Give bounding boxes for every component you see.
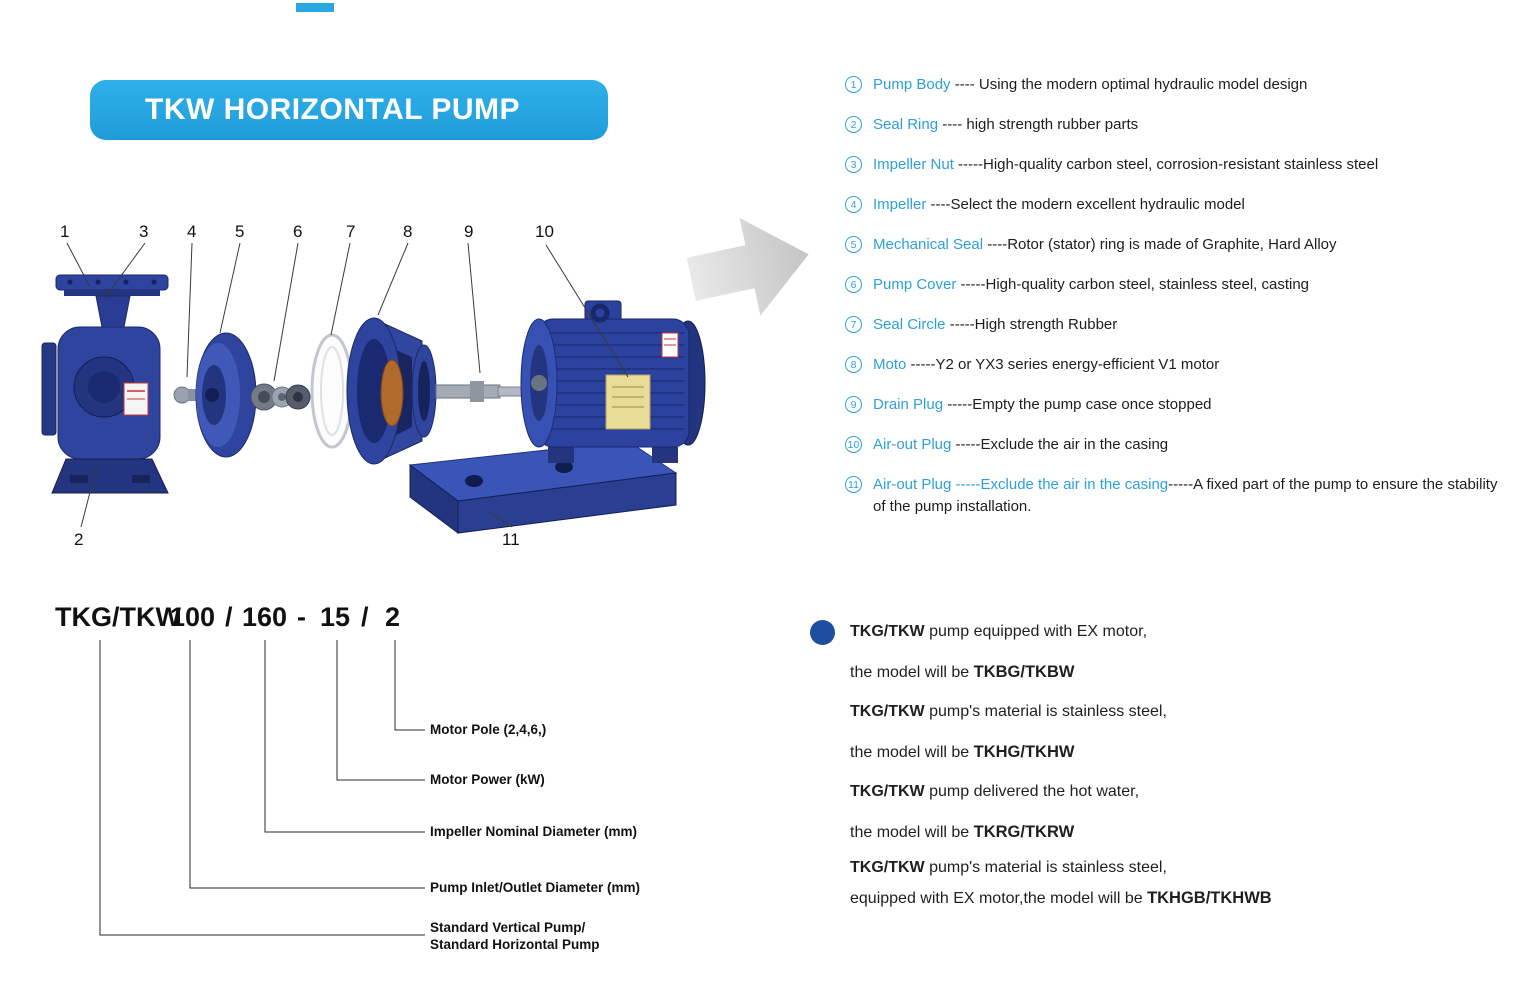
note-text: the model will be — [850, 664, 974, 681]
model-separator: / — [361, 602, 369, 632]
part-desc-highlight: -----Exclude the air in the casing — [951, 476, 1169, 493]
callout-number: 6 — [293, 222, 303, 241]
model-segment-inlet: 100 — [170, 602, 216, 632]
model-segment-pole: 2 — [385, 602, 401, 632]
note-result-model: TKBG/TKBW — [973, 663, 1075, 681]
circled-number: 1 — [845, 76, 862, 93]
part-name: Air-out Plug — [873, 476, 952, 493]
part-name: Impeller — [873, 196, 927, 213]
circled-number: 5 — [845, 236, 862, 253]
part-desc: ----Select the modern excellent hydraulic model — [926, 196, 1245, 213]
callout-number: 9 — [464, 222, 474, 241]
note-model: TKG/TKW — [850, 859, 925, 876]
part-item-2 — [845, 114, 1507, 136]
model-segment-power: 15 — [320, 602, 351, 632]
callout-number: 2 — [74, 530, 84, 549]
callout-number: 10 — [535, 222, 554, 241]
circled-number: 2 — [845, 116, 862, 133]
part-desc: -----High-quality carbon steel, corrosion-resistant stainless steel — [953, 156, 1379, 173]
parts-list — [845, 74, 1507, 536]
seal-ring — [312, 335, 352, 447]
note-text: pump delivered the hot water, — [924, 783, 1140, 800]
part-name: Impeller Nut — [873, 156, 954, 173]
label-motor-power: Motor Power (kW) — [430, 772, 545, 787]
model-separator: - — [297, 602, 306, 632]
note-line — [850, 883, 1450, 914]
label-inlet-outlet: Pump Inlet/Outlet Diameter (mm) — [430, 880, 641, 895]
callout-number: 5 — [235, 222, 245, 241]
label-standard-line2: Standard Horizontal Pump — [430, 937, 600, 952]
note-text: the model will be — [850, 824, 974, 841]
part-desc: ---- Using the modern optimal hydraulic model design — [950, 76, 1308, 93]
part-item-9 — [845, 394, 1507, 416]
part-name: Drain Plug — [873, 396, 944, 413]
circled-number: 8 — [845, 356, 862, 373]
part-desc: -----Exclude the air in the casing — [951, 436, 1169, 453]
part-name: Mechanical Seal — [873, 236, 984, 253]
note-text: the model will be — [850, 744, 974, 761]
note-result-model: TKRG/TKRW — [973, 823, 1075, 841]
part-desc: -----Y2 or YX3 series energy-efficient V1 motor — [906, 356, 1220, 373]
notes-section — [850, 612, 1450, 914]
page-title: TKW HORIZONTAL PUMP — [145, 93, 521, 126]
part-item-8 — [845, 354, 1507, 376]
circled-number: 9 — [845, 396, 862, 413]
circled-number: 3 — [845, 156, 862, 173]
part-item-11 — [845, 474, 1507, 518]
note-text: pump's material is stainless steel, — [924, 859, 1167, 876]
label-impeller-diameter: Impeller Nominal Diameter (mm) — [430, 824, 638, 839]
top-accent-mark — [296, 3, 334, 12]
part-desc: -----High strength Rubber — [945, 316, 1118, 333]
note-text: pump's material is stainless steel, — [924, 703, 1167, 720]
note-line — [850, 612, 1450, 652]
pump-cover-bracket — [347, 318, 436, 464]
part-item-10 — [845, 434, 1507, 456]
circled-number: 6 — [845, 276, 862, 293]
part-desc: ----Rotor (stator) ring is made of Graphite, Hard Alloy — [983, 236, 1337, 253]
part-name: Moto — [873, 356, 907, 373]
part-item-7 — [845, 314, 1507, 336]
note-model: TKG/TKW — [850, 623, 925, 640]
note-line — [850, 772, 1450, 812]
callout-number: 11 — [502, 530, 520, 549]
part-item-5 — [845, 234, 1507, 256]
part-name: Pump Cover — [873, 276, 957, 293]
note-item — [850, 692, 1450, 772]
part-name: Air-out Plug — [873, 436, 952, 453]
part-desc: -----A fixed part of the pump to ensure the stability of the pump installation. — [873, 476, 1498, 515]
callout-number: 4 — [187, 222, 197, 241]
callout-number: 1 — [60, 222, 70, 241]
part-desc: -----Empty the pump case once stopped — [943, 396, 1212, 413]
callout-number: 3 — [139, 222, 149, 241]
note-result-model: TKHG/TKHW — [973, 743, 1075, 761]
part-desc: ---- high strength rubber parts — [938, 116, 1139, 133]
note-text: equipped with EX motor,the model will be — [850, 890, 1148, 907]
callout-number: 8 — [403, 222, 413, 241]
circled-number: 7 — [845, 316, 862, 333]
circled-number: 11 — [845, 476, 862, 493]
motor-shaft — [436, 381, 534, 402]
part-item-3 — [845, 154, 1507, 176]
part-item-4 — [845, 194, 1507, 216]
impeller — [174, 333, 256, 457]
label-motor-pole: Motor Pole (2,4,6,) — [430, 722, 547, 737]
bullet-icon — [810, 620, 835, 645]
model-separator: / — [225, 602, 233, 632]
part-item-6 — [845, 274, 1507, 296]
note-item — [850, 772, 1450, 852]
note-item — [850, 612, 1450, 692]
part-name: Seal Circle — [873, 316, 946, 333]
model-segment-series: TKG/TKW — [55, 602, 181, 632]
note-result-model: TKHGB/TKHWB — [1147, 889, 1272, 907]
part-name: Pump Body — [873, 76, 951, 93]
title-banner — [90, 80, 608, 140]
note-line — [850, 692, 1450, 732]
circled-number: 4 — [845, 196, 862, 213]
note-line — [850, 652, 1450, 692]
pump-exploded-diagram — [40, 215, 820, 565]
circled-number: 10 — [845, 436, 862, 453]
note-line — [850, 812, 1450, 852]
note-model: TKG/TKW — [850, 703, 925, 720]
transition-arrow-icon — [681, 215, 819, 328]
part-item-1 — [845, 74, 1507, 96]
part-name: Seal Ring — [873, 116, 939, 133]
part-desc: -----High-quality carbon steel, stainless steel, casting — [956, 276, 1310, 293]
model-segment-impeller: 160 — [242, 602, 288, 632]
note-text: pump equipped with EX motor, — [924, 623, 1148, 640]
note-line — [850, 732, 1450, 772]
label-standard-pump — [430, 919, 600, 953]
label-standard-line1: Standard Vertical Pump/ — [430, 920, 586, 935]
note-item — [850, 852, 1450, 914]
mechanical-seal-parts — [251, 384, 310, 410]
pump-body — [42, 275, 168, 493]
note-model: TKG/TKW — [850, 783, 925, 800]
note-line — [850, 852, 1450, 883]
callout-number: 7 — [346, 222, 356, 241]
motor — [521, 301, 705, 463]
base-plate — [410, 441, 676, 533]
